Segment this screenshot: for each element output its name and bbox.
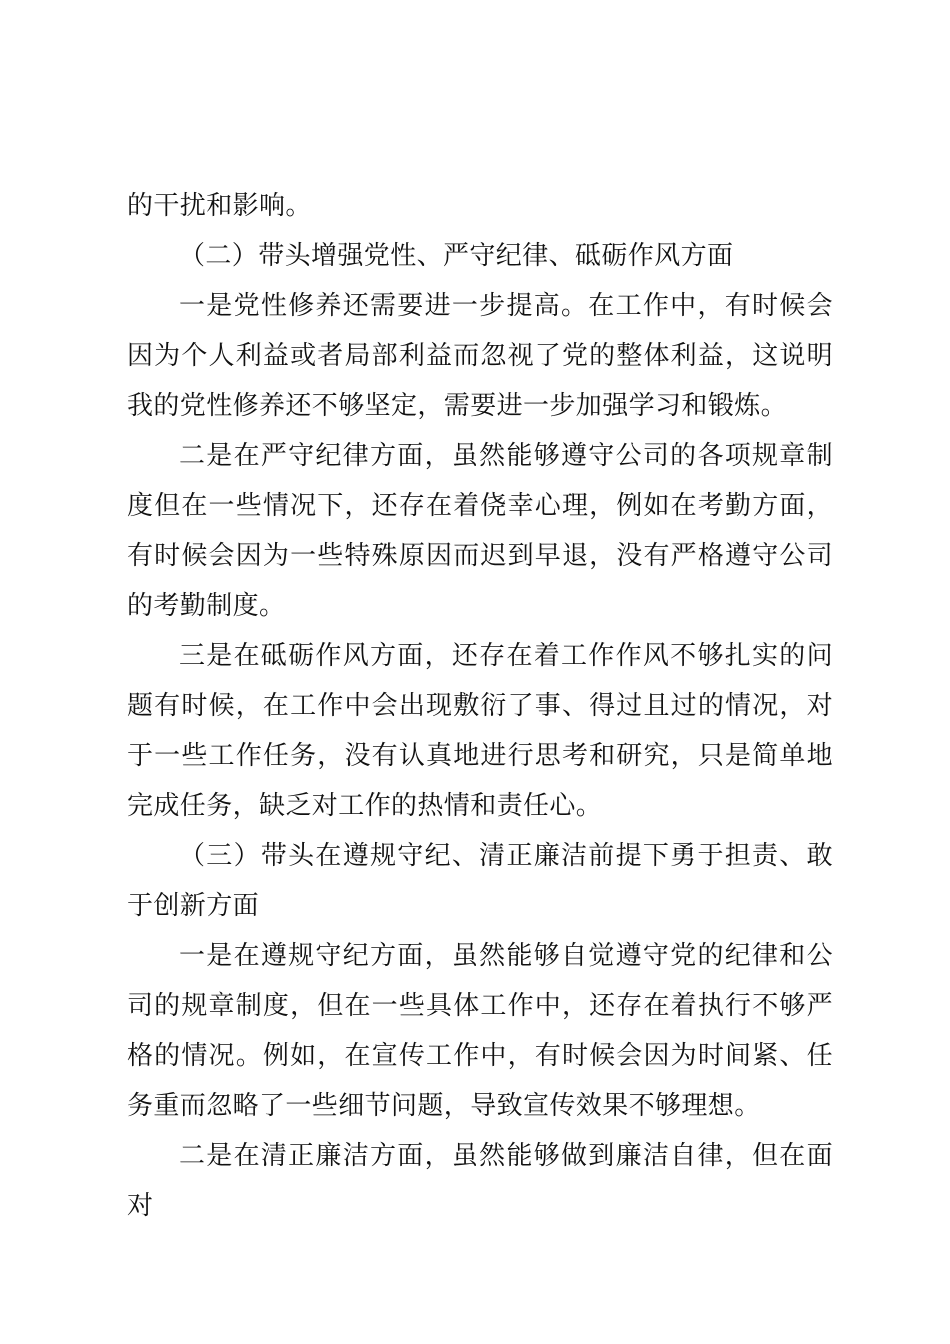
paragraph-continuation: 的干扰和影响。 (127, 191, 312, 221)
document-body (127, 181, 833, 1231)
paragraph-integrity: 二是在清正廉洁方面，虽然能够做到廉洁自律，但在面对 (127, 1141, 833, 1221)
paragraph-work-style: 三是在砥砺作风方面，还存在着工作作风不够扎实的问题有时候，在工作中会出现敷衍了事、得过且过的情况，对于一些工作任务，没有认真地进行思考和研究，只是简单地完成任务，缺乏对工作的热情和责任心。 (127, 641, 833, 821)
paragraph-discipline: 二是在严守纪律方面，虽然能够遵守公司的各项规章制度但在一些情况下，还存在着侥幸心理，例如在考勤方面，有时候会因为一些特殊原因而迟到早退，没有严格遵守公司的考勤制度。 (127, 441, 833, 621)
section-heading-3: （三）带头在遵规守纪、清正廉洁前提下勇于担责、敢于创新方面 (127, 841, 833, 921)
paragraph-party-spirit: 一是党性修养还需要进一步提高。在工作中，有时候会因为个人利益或者局部利益而忽视了党的整体利益，这说明我的党性修养还不够坚定，需要进一步加强学习和锻炼。 (127, 291, 833, 421)
section-heading-2: （二）带头增强党性、严守纪律、砥砺作风方面 (179, 241, 734, 271)
paragraph-rules: 一是在遵规守纪方面，虽然能够自觉遵守党的纪律和公司的规章制度，但在一些具体工作中，还存在着执行不够严格的情况。例如，在宣传工作中，有时候会因为时间紧、任务重而忽略了一些细节问题，导致宣传效果不够理想。 (127, 941, 833, 1121)
